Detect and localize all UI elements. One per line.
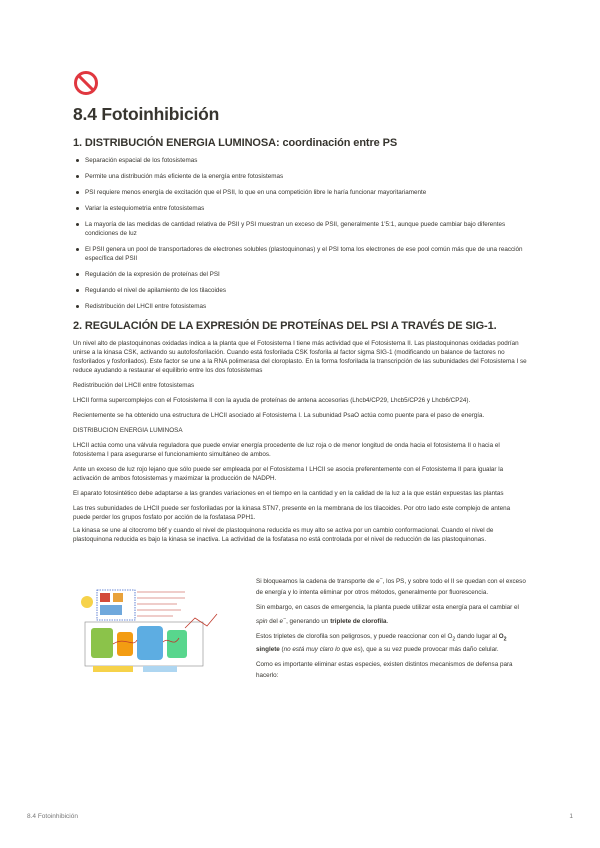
text-run: spin [256,617,268,625]
paragraph: LHCII forma supercomplejos con el Fotosistema II con la ayuda de proteínas de antena accesorias (Lhcb4/CP29, Lhcb5/CP26 y Lhcb6/CP24). [73,397,471,404]
text-run: . [386,617,389,625]
footer-title: 8.4 Fotoinhibición [27,813,78,820]
text-run: , los PS, y sobre todo el II se quedan con el exceso de energía y lo intenta eliminar por otros métodos, generalmente por fluorescencia. [256,578,526,596]
list-item: Permite una distribución más eficiente de la energía entre fotosistemas [73,172,528,181]
text-run: del [267,617,280,625]
text-run: 2 [503,636,507,643]
text-run: Estos tripletes de clorofila son peligrosos, y puede reaccionar con el O [256,633,453,641]
text-run: e [376,578,380,586]
figure-with-text [73,574,528,686]
text-run: , generando un [286,617,331,625]
section2-heading: 2. REGULACIÓN DE LA EXPRESIÓN DE PROTEÍNAS DEL PSI A TRAVÉS DE SIG-1. [73,320,497,332]
text-run: no está muy claro lo que es [283,645,361,653]
list-item: La mayoría de las medidas de cantidad relativa de PSII y PSI muestran un exceso de PSII, generalmente 1'5:1, aunque puede cambiar bajo diferentes condiciones de luz [73,220,528,238]
right-column-text [256,574,526,686]
page-footer [27,813,573,820]
text-run: O [498,633,504,641]
list-item: El PSII genera un pool de transportadores de electrones solubles (plastoquinonas) y el PSI toma los electrones de ese pool común más que de una reacción específica del PSII [73,245,528,263]
paragraph: LHCII actúa como una válvula reguladora que puede enviar energía procedente de luz roja o de menor longitud de onda hacia el fotosistema II o hacia el fotosistema I para asegurarse el funcionamiento simultáneo de ambos. [73,442,500,458]
text-run: singlete [256,645,280,653]
paragraph [256,632,526,655]
photosystem-diagram-image [73,578,231,678]
list-item: Redistribución del LHCII entre fotosistemas [73,302,528,311]
list-item: PSI requiere menos energía de excitación que el PSII, lo que en una competición libre le haría funcionar mayoritariamente [73,188,528,197]
text-run: triplete de clorofila [330,617,387,625]
text-run: dando lugar al [455,633,499,641]
page-title: 8.4 Fotoinhibición [73,104,220,124]
section1-heading: 1. DISTRIBUCIÓN ENERGIA LUMINOSA: coordinación entre PS [73,137,398,149]
list-item: Variar la estequiometria entre fotosistemas [73,204,528,213]
text-run: − [282,615,287,622]
text-run: 2 [452,636,456,643]
text-run: Si bloqueamos la cadena de transporte de [256,578,377,586]
text-run: ( [279,645,284,653]
text-run: e [279,617,283,625]
list-item: Regulando el nivel de apilamiento de los tilacoides [73,286,528,295]
list-item: Separación espacial de los fotosistemas [73,156,528,165]
paragraph: Un nivel alto de plastoquinonas oxidadas indica a la planta que el Fotosistema I tiene más actividad que el Fotosistema II. Las plastoquinonas oxidadas podrían unirse a la kinasa CSK, activando su autofosforilación. Cuando está fosforilada CSK fosforila al factor sigma SIG-1 (modificando un balance de factores no fosforilados y fosforilados). Este factor se une a la RNA polimerasa del cloroplasto. En la forma fosforilada la transcripción de las subunidades del Fotosistema I se reduce ayudando a restaurar el equilibrio entre los dos fotosistemas [73,340,527,374]
page-number: 1 [569,813,573,820]
prohibited-icon [73,70,99,96]
paragraph: Recientemente se ha obtenido una estructura de LHCII asociado al Fotosistema I. La subunidad PsaO actúa como puente para el paso de energía. [73,412,485,419]
paragraph: Ante un exceso de luz rojo lejano que sólo puede ser empleada por el Fotosistema I LHCII se asocia preferentemente con el Fotosistema II para igualar la activación de ambos fotosistemas y maximizar la producción de NADPH. [73,466,504,482]
paragraph: Las tres subunidades de LHCII puede ser fosforiladas por la kinasa STN7, presente en la membrana de los tilacoides. Por otro lado este complejo de antena puede perder los grupos fosfato por acción de la fosfatasa PPH1. [73,505,511,521]
list-item: Regulación de la expresión de proteínas del PSI [73,270,528,279]
paragraph [256,603,526,627]
paragraph: El aparato fotosintético debe adaptarse a las grandes variaciones en el tiempo en la cantidad y en la calidad de la luz a la que están expuestas las plantas [73,490,504,497]
document-page [73,70,528,686]
paragraph: DISTRIBUCION ENERGIA LUMINOSA [73,427,183,434]
text-run: ), que a su vez puede provocar más daño celular. [360,645,499,653]
paragraph: Redistribución del LHCII entre fotosistemas [73,382,195,389]
paragraph [256,574,526,598]
section1-list [73,156,528,311]
text-run: Sin embargo, en casos de emergencia, la planta puede utilizar esta energía para el cambiar el [256,604,519,612]
text-run: − [379,576,383,582]
paragraph: La kinasa se une al citocromo b6f y cuando el nivel de plastoquinona reducida es muy alto se activa por un cambio conformacional. Cuando el nivel de plastoquinona reducida es bajo la kinasa se inactiva. La actividad de la fosfatasa no está controlada por el nivel de reducción de las plastoquinonas. [73,527,494,543]
paragraph: Como es importante eliminar estas especies, existen distintos mecanismos de defensa para hacerlo: [256,661,513,679]
